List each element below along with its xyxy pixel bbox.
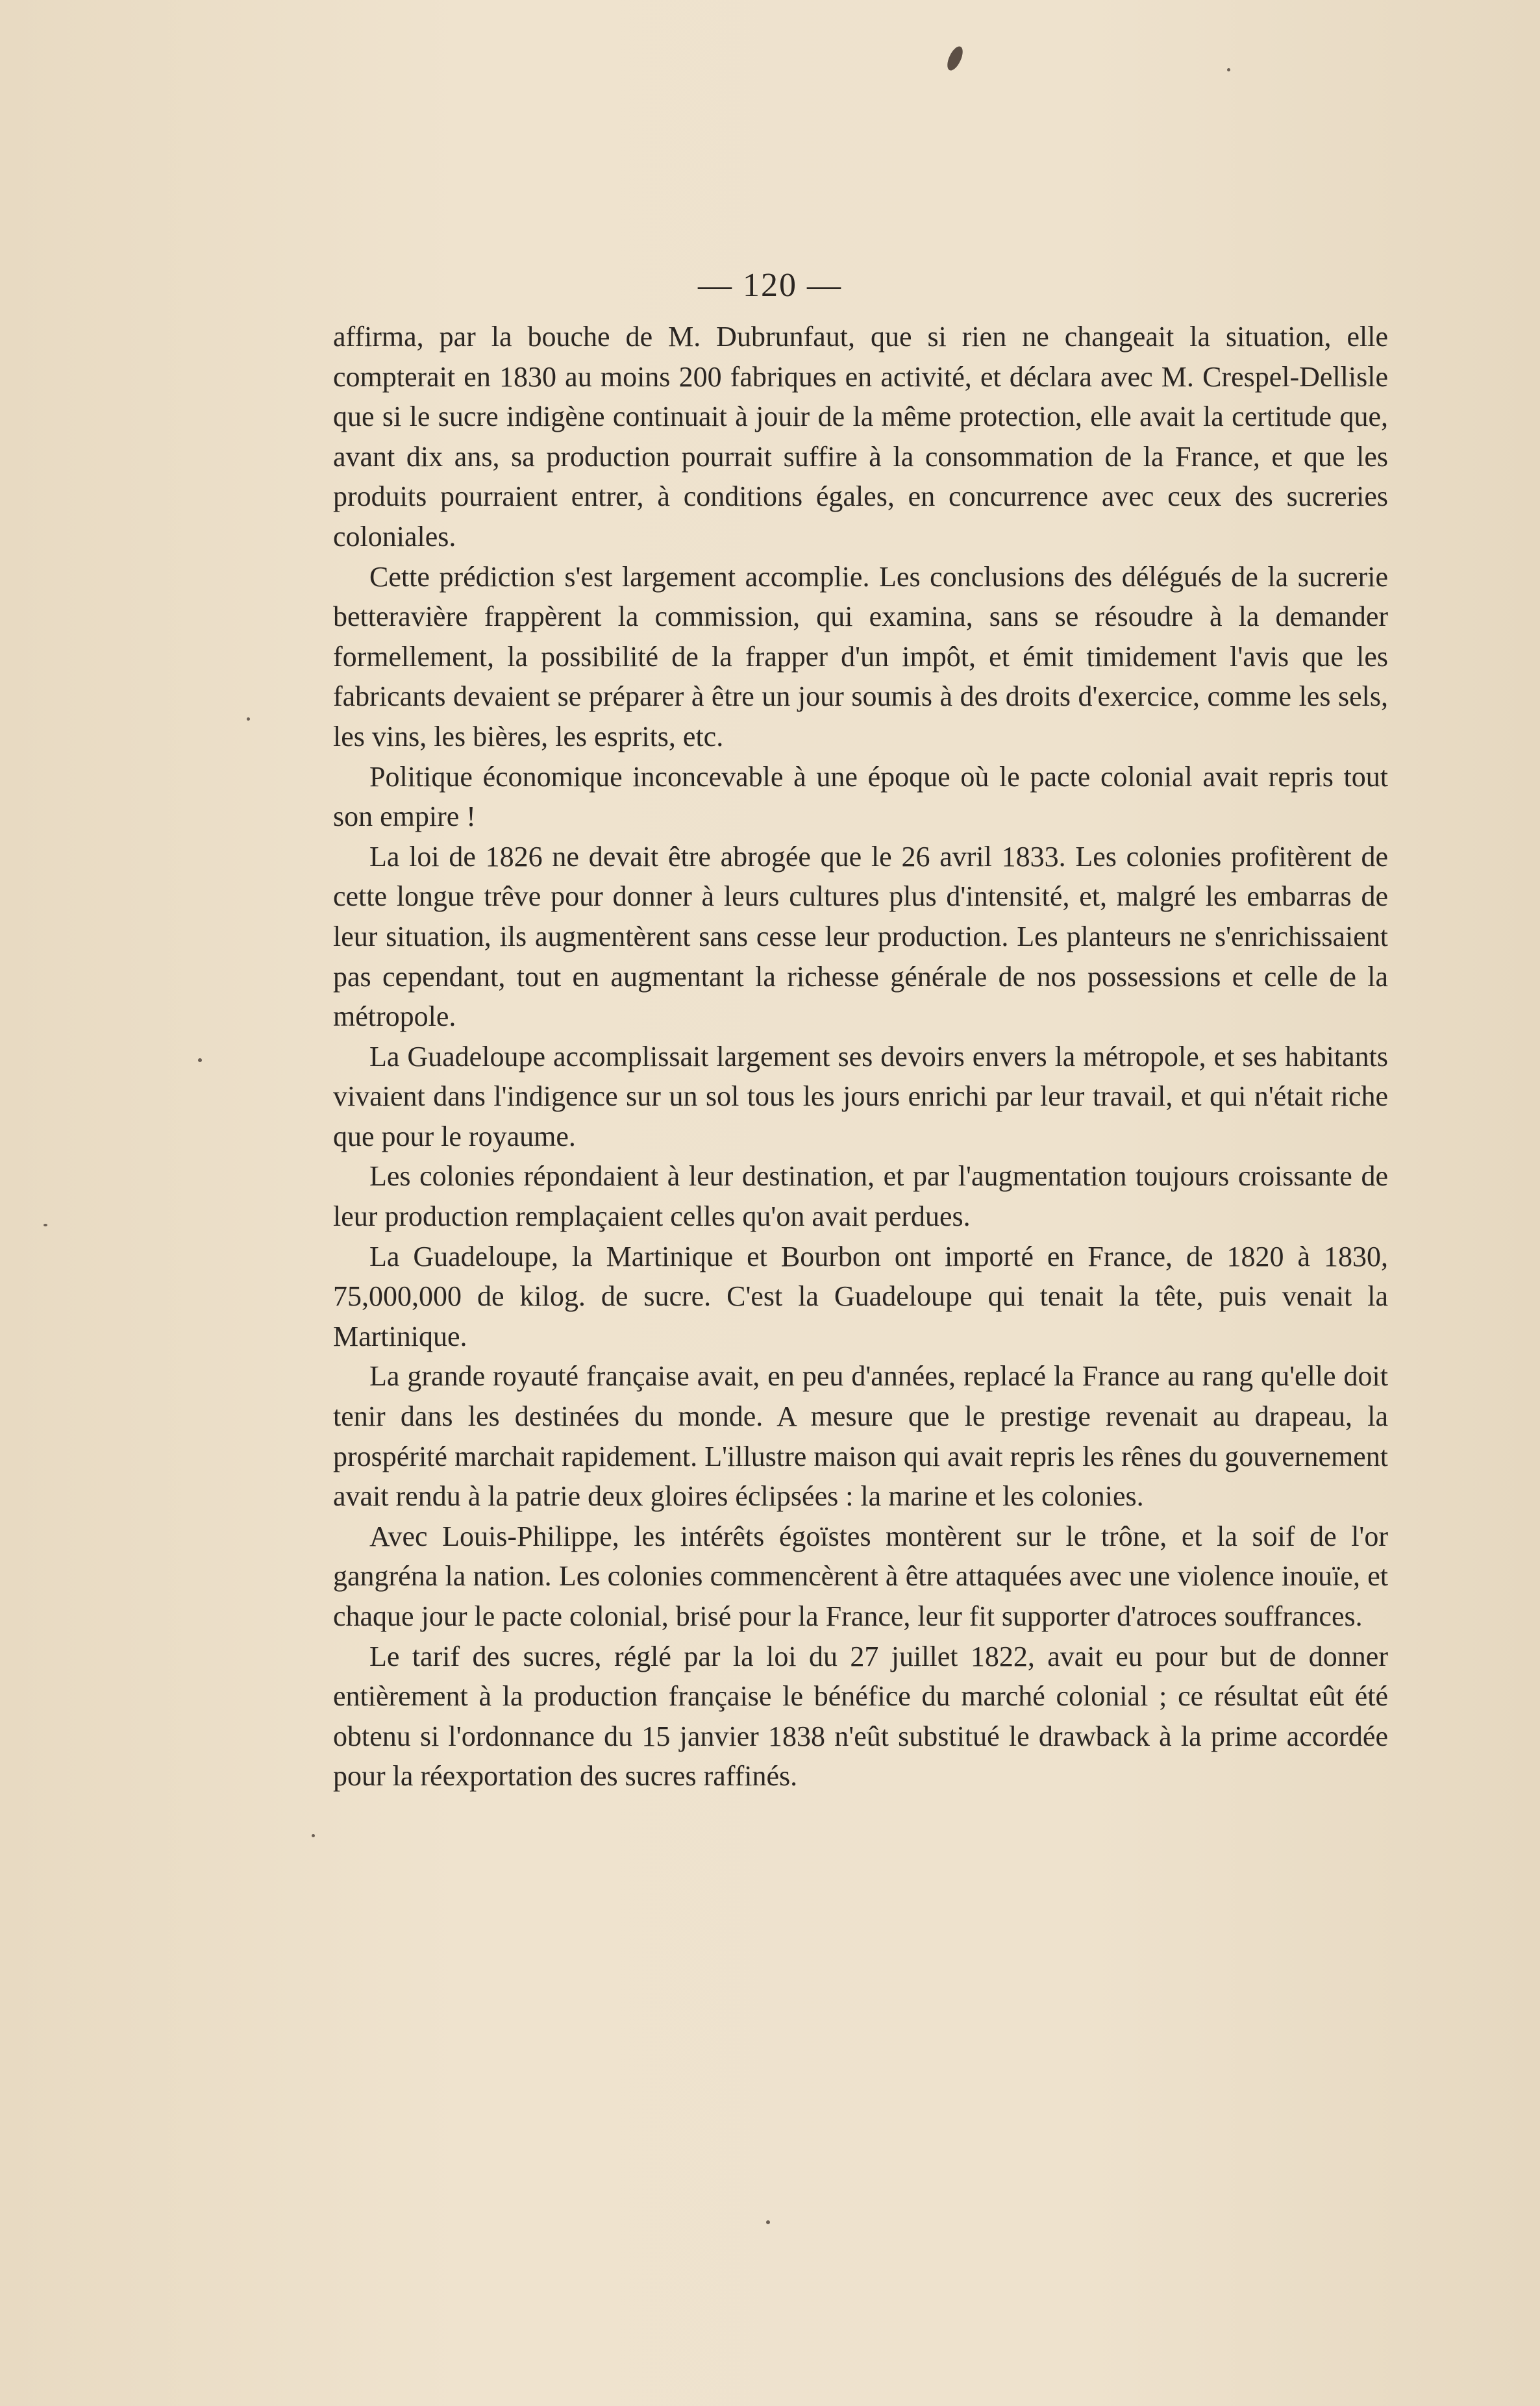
paper-speck [312,1834,315,1837]
paragraph: La Guadeloupe, la Martinique et Bourbon ont importé en France, de 1820 à 1830, 75,000,000 de kilog. de sucre. C'est la Guadeloupe qui tenait la tête, puis venait la Martinique. [333,1240,1388,1352]
body-text [333,317,1388,1796]
paper-speck [766,2220,770,2224]
paper-speck [247,717,250,721]
paper-speck [1227,68,1230,71]
paragraph: Politique économique inconcevable à une époque où le pacte colonial avait repris tout son empire ! [333,760,1388,833]
paragraph: Le tarif des sucres, réglé par la loi du 27 juillet 1822, avait eu pour but de donner entièrement à la production française le bénéfice du marché colonial ; ce résultat eût été obtenu si l'ordonnance du 15 janvier 1838 n'eût substitué le drawback à la prime accordée pour la réexportation des sucres raffinés. [333,1640,1388,1792]
paragraph: La Guadeloupe accomplissait largement ses devoirs envers la métropole, et ses habitants vivaient dans l'indigence sur un sol tous les jours enrichi par leur travail, et qui n'était riche que pour le royaume. [333,1040,1388,1152]
paragraph: Cette prédiction s'est largement accomplie. Les conclusions des délégués de la sucrerie betteravière frappèrent la commission, qui examina, sans se résoudre à la demander formellement, la possibilité de la frapper d'un impôt, et émit timidement l'avis que les fabricants devaient se préparer à être un jour soumis à des droits d'exercice, comme les sels, les vins, les bières, les esprits, etc. [333,560,1388,752]
paragraph: Avec Louis-Philippe, les intérêts égoïstes montèrent sur le trône, et la soif de l'or gangréna la nation. Les colonies commencèrent à être attaquées avec une violence inouïe, et chaque jour le pacte colonial, brisé pour la France, leur fit supporter d'atroces souffrances. [333,1520,1388,1632]
paper-speck [198,1058,202,1062]
paragraph: Les colonies répondaient à leur destination, et par l'augmentation toujours croissante de leur production remplaçaient celles qu'on avait perdues. [333,1160,1388,1233]
paragraph: La grande royauté française avait, en peu d'années, replacé la France au rang qu'elle doit tenir dans les destinées du monde. A mesure que le prestige revenait au drapeau, la prospérité marchait rapidement. L'illustre maison qui avait repris les rênes du gouvernement avait rendu à la patrie deux gloires éclipsées : la marine et les colonies. [333,1360,1388,1513]
paragraph: La loi de 1826 ne devait être abrogée que le 26 avril 1833. Les colonies profitèrent de cette longue trêve pour donner à leurs cultures plus d'intensité, et, malgré les embarras de leur situation, ils augmentèrent sans cesse leur production. Les planteurs ne s'enrichissaient pas cependant, tout en augmentant la richesse générale de nos possessions et celle de la métropole. [333,840,1388,1033]
paper-speck [43,1224,47,1226]
paragraph: affirma, par la bouche de M. Dubrunfaut, que si rien ne changeait la situation, elle compterait en 1830 au moins 200 fabriques en activité, et déclara avec M. Crespel-Dellisle que si le sucre indigène continuait à jouir de la même protection, elle avait la certitude que, avant dix ans, sa production pourrait suffire à la consommation de la France, et que les produits pourraient entrer, à conditions égales, en concurrence avec ceux des sucreries coloniales. [333,321,1388,552]
page-number: — 120 — [698,267,842,304]
ink-mark [944,44,965,73]
